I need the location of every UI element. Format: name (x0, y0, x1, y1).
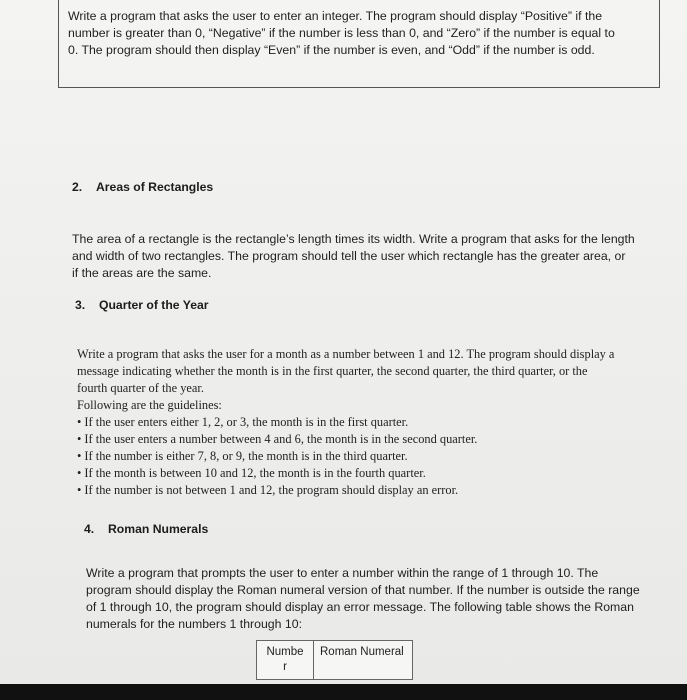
problem-4-title: Roman Numerals (108, 522, 209, 536)
problem-2-line: if the areas are the same. (72, 266, 212, 280)
roman-numeral-table (256, 640, 413, 680)
problem-1-line: Write a program that asks the user to enter an integer. The program should display “Positive” if the (68, 9, 603, 23)
header-number-line2: r (283, 661, 287, 673)
problem-2-line: The area of a rectangle is the rectangle’s length times its width. Write a program that asks for the length (72, 232, 635, 246)
guideline-item: • If the number is either 7, 8, or 9, the month is in the third quarter. (77, 449, 408, 463)
problem-3-line: Following are the guidelines: (77, 398, 222, 412)
problem-3-line: message indicating whether the month is in the first quarter, the second quarter, the third quarter, or the (77, 364, 588, 378)
problem-2-text (72, 231, 652, 282)
problem-4-line: numerals for the numbers 1 through 10: (86, 617, 303, 631)
problem-4-line: program should display the Roman numeral version of that number. If the number is outside the range (86, 583, 640, 597)
problem-4-number: 4. (84, 522, 95, 536)
problem-4-line: of 1 through 10, the program should display an error message. The following table shows the Roman (86, 600, 634, 614)
problem-2-line: and width of two rectangles. The program should tell the user which rectangle has the greater area, or (72, 249, 626, 263)
guideline-item: • If the user enters a number between 4 and 6, the month is in the second quarter. (77, 432, 478, 446)
problem-3-text (77, 346, 647, 499)
problem-1-line: 0. The program should then display “Even” if the number is even, and “Odd” if the number is odd. (68, 43, 595, 57)
problem-4-heading (84, 522, 208, 536)
guideline-item: • If the number is not between 1 and 12, the program should display an error. (77, 483, 459, 497)
problem-2-number: 2. (72, 180, 83, 194)
problem-1-text (68, 8, 658, 59)
problem-4-text (86, 565, 646, 633)
problem-2-heading (72, 180, 213, 194)
header-number-line1: Numbe (266, 646, 304, 658)
problem-3-number: 3. (75, 298, 86, 312)
problem-4-line: Write a program that prompts the user to enter a number within the range of 1 through 10. The (86, 566, 599, 580)
problem-3-title: Quarter of the Year (99, 298, 209, 312)
guideline-item: • If the month is between 10 and 12, the month is in the fourth quarter. (77, 466, 426, 480)
problem-2-title: Areas of Rectangles (96, 180, 214, 194)
table-header-roman: Roman Numeral (314, 641, 413, 680)
bottom-dark-edge (0, 684, 687, 700)
guideline-item: • If the user enters either 1, 2, or 3, the month is in the first quarter. (77, 415, 409, 429)
problem-3-line: fourth quarter of the year. (77, 381, 204, 395)
problem-1-line: number is greater than 0, “Negative” if the number is less than 0, and “Zero” if the number is equal to (68, 26, 615, 40)
problem-3-line: Write a program that asks the user for a month as a number between 1 and 12. The program should display a (77, 347, 615, 361)
problem-3-heading (75, 298, 209, 312)
table-header-row (257, 641, 413, 680)
table-header-number (257, 641, 314, 680)
